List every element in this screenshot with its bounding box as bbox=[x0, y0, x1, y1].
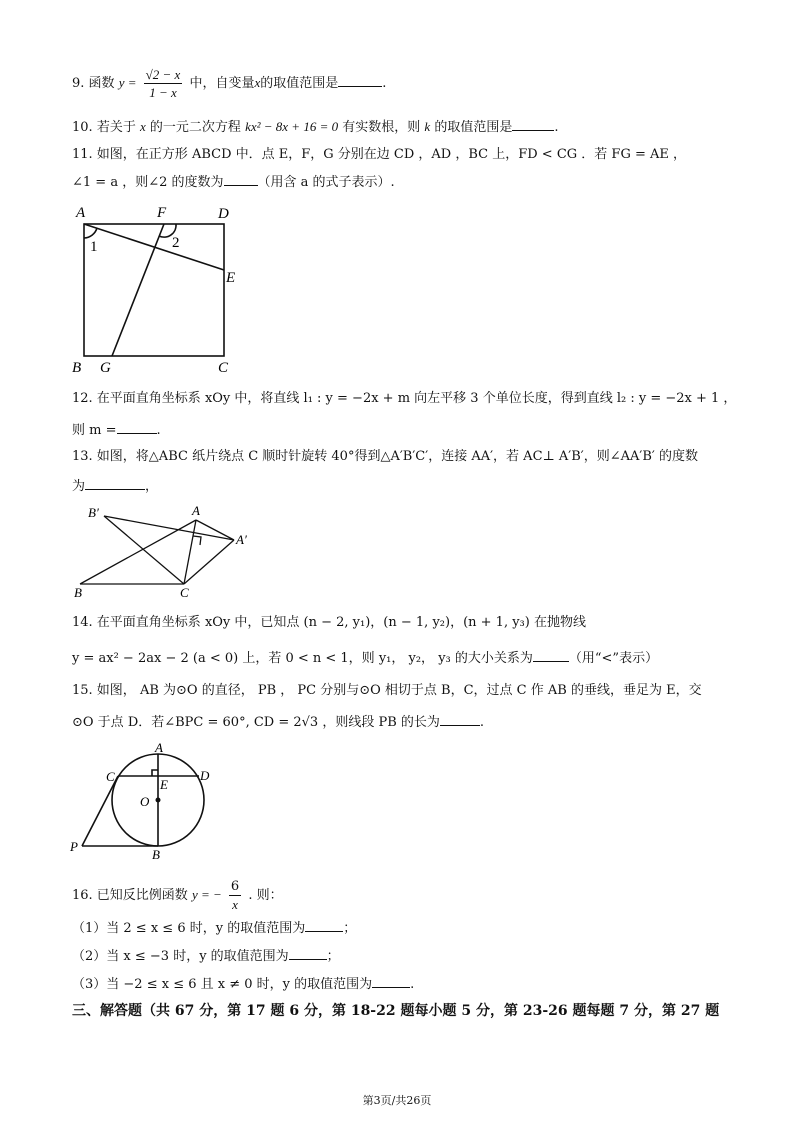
label-b-prime: B′ bbox=[88, 505, 99, 520]
question-15-line-2: ⊙O 于点 D．若∠BPC = 60°, CD = 2√3 ，则线段 PB 的长为 . bbox=[72, 712, 484, 732]
question-12-line-2: 则 m = . bbox=[72, 420, 161, 440]
answer-blank[interactable] bbox=[85, 476, 145, 490]
question-16-part-2: （2）当 x ≤ −3 时，y 的取值范围为 ； bbox=[72, 946, 340, 966]
label-b: B bbox=[74, 585, 82, 600]
fraction: $\frac{√2 - x}{1 - x}$ bbox=[145, 67, 181, 100]
label-c: C bbox=[106, 769, 115, 784]
question-10: 10. 若关于 x 的一元二次方程 kx² − 8x + 16 = 0 有实数根，则 k 的取值范围是 . bbox=[72, 119, 559, 135]
label-a: A bbox=[155, 740, 163, 755]
question-14-line-2: y = ax² − 2ax − 2 (a < 0) 上，若 0 < n < 1，则 y₁， y₂， y₃ 的大小关系为 （用“<”表示） bbox=[72, 648, 658, 668]
right-angle-mark bbox=[193, 536, 201, 545]
label-e: E bbox=[160, 777, 168, 792]
segment-bpc bbox=[104, 516, 184, 584]
question-13-line-2: 为 ， bbox=[72, 476, 158, 496]
question-11-line-2: ∠1 = a ，则∠2 的度数为 （用含 a 的式子表示）. bbox=[72, 172, 395, 192]
rotation-figure bbox=[72, 500, 272, 600]
answer-blank[interactable] bbox=[372, 974, 410, 988]
answer-blank[interactable] bbox=[289, 946, 327, 960]
label-g: G bbox=[100, 360, 111, 376]
label-angle-2: 2 bbox=[172, 235, 180, 251]
label-a: A bbox=[192, 503, 200, 518]
segment-bpap bbox=[104, 516, 234, 540]
question-9: 9. 函数 y = $\frac{√2 - x}{1 - x}$ 中，自变量x的取值范围是 . bbox=[72, 67, 387, 100]
question-16-part-3: （3）当 −2 ≤ x ≤ 6 且 x ≠ 0 时，y 的取值范围为 . bbox=[72, 974, 414, 994]
answer-blank[interactable] bbox=[440, 712, 480, 726]
label-d: D bbox=[218, 206, 229, 222]
label-b: B bbox=[72, 360, 82, 376]
page-footer: 第3页/共26页 bbox=[362, 1094, 432, 1107]
square-abcd bbox=[84, 224, 224, 356]
segment-fg bbox=[112, 224, 164, 356]
label-angle-1: 1 bbox=[90, 239, 98, 255]
square-figure bbox=[68, 198, 248, 378]
right-angle-mark bbox=[152, 770, 158, 776]
label-o: O bbox=[140, 794, 150, 809]
segment-ae bbox=[84, 224, 224, 270]
answer-blank[interactable] bbox=[533, 648, 569, 662]
question-16-part-1: （1）当 2 ≤ x ≤ 6 时，y 的取值范围为 ； bbox=[72, 918, 356, 938]
question-14-line-1: 14. 在平面直角坐标系 xOy 中，已知点 (n − 2, y₁)，(n − 1, y₂)，(n + 1, y₃) 在抛物线 bbox=[72, 615, 586, 630]
question-16-intro: 16. 已知反比例函数 y = − $\frac{6}{x}$ . 则： bbox=[72, 879, 283, 912]
question-13-line-1: 13. 如图，将△ABC 纸片绕点 C 顺时针旋转 40°得到△A′B′C′，连接 AA′，若 AC⊥ A′B′，则∠AA′B′ 的度数 bbox=[72, 449, 698, 464]
fraction: $\frac{6}{x}$ bbox=[230, 879, 240, 912]
center-point bbox=[156, 798, 161, 803]
section-3-heading: 三、解答题（共 67 分，第 17 题 6 分，第 18-22 题每小题 5 分，第 23-26 题每题 7 分，第 27 题 bbox=[72, 1003, 720, 1019]
label-a-prime: A′ bbox=[236, 532, 247, 547]
label-c: C bbox=[218, 360, 229, 376]
answer-blank[interactable] bbox=[224, 172, 258, 186]
label-a: A bbox=[76, 205, 86, 221]
answer-blank[interactable] bbox=[512, 117, 554, 131]
question-15-line-1: 15. 如图， AB 为⊙O 的直径， PB ， PC 分别与⊙O 相切于点 B，C，过点 C 作 AB 的垂线，垂足为 E，交 bbox=[72, 683, 702, 698]
answer-blank[interactable] bbox=[338, 73, 382, 87]
label-c: C bbox=[180, 585, 189, 600]
question-11-line-1: 11. 如图，在正方形 ABCD 中．点 E，F，G 分别在边 CD ，AD ，BC 上，FD < CG ．若 FG = AE ， bbox=[72, 147, 687, 162]
label-b: B bbox=[152, 847, 160, 862]
answer-blank[interactable] bbox=[117, 420, 157, 434]
label-d: D bbox=[200, 768, 210, 783]
label-e: E bbox=[226, 270, 236, 286]
question-12-line-1: 12. 在平面直角坐标系 xOy 中，将直线 l₁ : y = −2x + m 向左平移 3 个单位长度，得到直线 l₂ : y = −2x + 1 ， bbox=[72, 391, 737, 406]
angle-1-arc bbox=[84, 228, 97, 238]
label-p: P bbox=[70, 839, 78, 854]
answer-blank[interactable] bbox=[305, 918, 343, 932]
label-f: F bbox=[157, 205, 167, 221]
circle-figure bbox=[68, 738, 228, 862]
